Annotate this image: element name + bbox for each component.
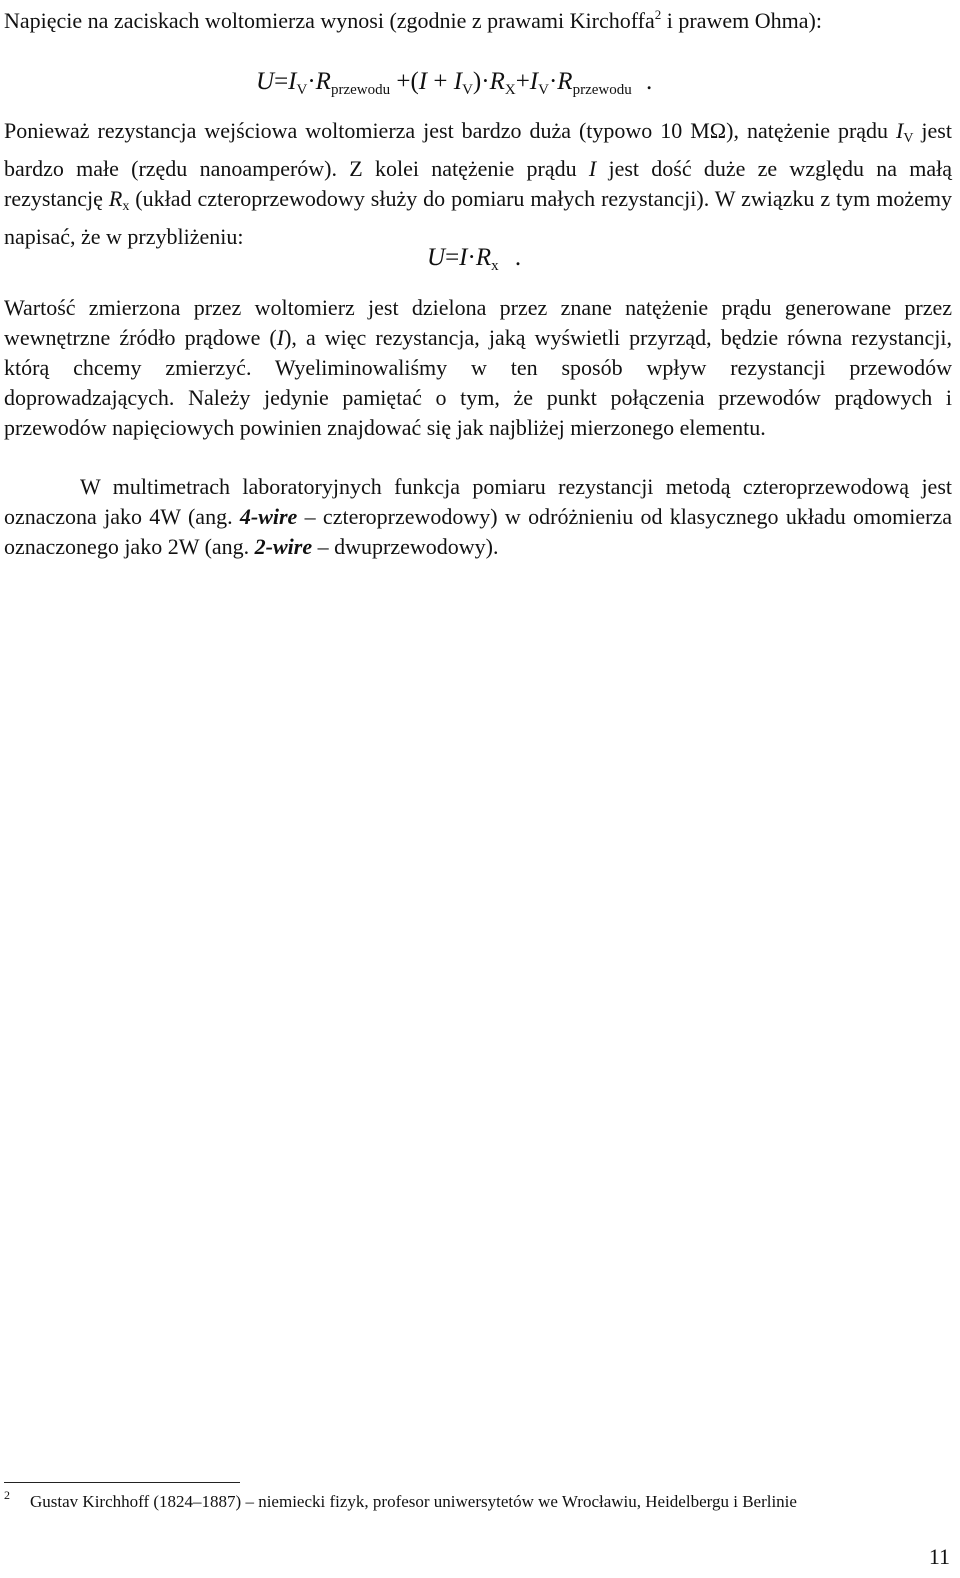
term-4-wire: 4-wire: [239, 504, 298, 529]
symbol-i: I: [588, 156, 597, 181]
paragraph-multimeter: [4, 472, 952, 562]
eq-symbol-u: U: [256, 68, 275, 95]
intro-text-tail: i prawem Ohma):: [661, 8, 822, 33]
eq-symbol-i: I: [453, 68, 463, 95]
subscript-x: x: [122, 199, 130, 214]
eq-subscript-x: X: [504, 82, 516, 98]
text-run: ), a więc rezystancja, jaką wyświetli przyrząd, będzie równa rezystancji, którą chcemy zmierzyć. Wyeliminowaliśmy w ten sposób wpływ rezystancji przewodów doprowadzających. Należy jedynie pamiętać o tym, że punkt połączenia przewodów prądowych i przewodów napięciowych powinien znajdować się jak najbliżej mierzonego elementu.: [4, 325, 952, 440]
eq-lparen: (: [410, 68, 419, 95]
eq-subscript-v: V: [538, 82, 549, 98]
term-2-wire: 2-wire: [254, 534, 313, 559]
symbol-i: I: [276, 325, 285, 350]
eq-subscript-przewodu: przewodu: [572, 82, 632, 98]
paragraph-intro: [4, 0, 952, 36]
eq-subscript-przewodu: przewodu: [330, 82, 391, 98]
eq-symbol-r: R: [489, 68, 505, 95]
text-run: Ponieważ rezystancja wejściowa woltomierza jest bardzo duża (typowo 10 MΩ), natężenie prądu: [4, 118, 897, 143]
text-run: jest bardzo małe (rzędu nanoamperów). Z kolei natężenie prądu: [4, 118, 952, 181]
eq-plus: +: [396, 68, 411, 95]
footnote: [4, 1488, 797, 1512]
eq-subscript-v: V: [462, 82, 473, 98]
footnote-mark: 2: [4, 1488, 10, 1502]
eq-subscript-v: V: [296, 82, 308, 98]
text-run: – dwuprzewodowy).: [312, 534, 499, 559]
eq-subscript-x: x: [491, 258, 499, 274]
intro-text: Napięcie na zaciskach woltomierza wynosi (zgodnie z prawami Kirchoffa: [4, 8, 655, 33]
eq-dot: ·: [481, 68, 490, 95]
footnote-reference: 2: [654, 7, 662, 22]
eq-dot: ·: [467, 244, 476, 271]
text-run: – czteroprzewodowy) w odróżnieniu od klasycznego układu omomierza oznaczonego jako 2W (ang.: [4, 504, 952, 559]
paragraph-measurement: [4, 293, 952, 443]
eq-symbol-i: I: [529, 68, 539, 95]
symbol-r: R: [108, 186, 123, 211]
eq-dot: ·: [307, 68, 316, 95]
eq-plus: +: [515, 68, 530, 95]
eq-period: .: [645, 68, 653, 95]
eq-symbol-i: I: [288, 68, 297, 95]
symbol-i: I: [896, 118, 904, 143]
page-number: 11: [928, 1544, 950, 1569]
eq-equals: =: [445, 244, 460, 271]
eq-rparen: ): [472, 68, 482, 95]
eq-equals: =: [274, 68, 289, 95]
equation-ohm-approx: [427, 244, 521, 275]
eq-dot: ·: [548, 68, 558, 95]
paragraph-approximation: [4, 116, 952, 252]
eq-symbol-r: R: [475, 244, 492, 271]
text-run: W multimetrach laboratoryjnych funkcja pomiaru rezystancji metodą czteroprzewodową jest oznaczona jako 4W (ang.: [4, 474, 952, 529]
eq-plus: +: [433, 68, 448, 95]
eq-symbol-r: R: [557, 68, 573, 95]
eq-symbol-i: I: [418, 68, 428, 95]
equation-voltage-full: [256, 68, 652, 99]
subscript-v: V: [903, 131, 914, 146]
text-run: jest dość duże ze względu na małą rezystancję: [4, 156, 952, 211]
eq-symbol-i: I: [459, 244, 468, 271]
footnote-text: Gustav Kirchhoff (1824–1887) – niemiecki fizyk, profesor uniwersytetów we Wrocławiu, Heidelbergu i Berlinie: [30, 1492, 797, 1511]
eq-symbol-u: U: [427, 244, 446, 271]
footnote-divider: [4, 1482, 240, 1483]
text-run: (układ czteroprzewodowy służy do pomiaru małych rezystancji). W związku z tym możemy napisać, że w przybliżeniu:: [4, 186, 952, 249]
text-run: Wartość zmierzona przez woltomierz jest dzielona przez znane natężenie prądu generowane przez wewnętrzne źródło prądowe (: [4, 295, 952, 350]
eq-symbol-r: R: [315, 68, 331, 95]
eq-period: .: [514, 244, 522, 271]
